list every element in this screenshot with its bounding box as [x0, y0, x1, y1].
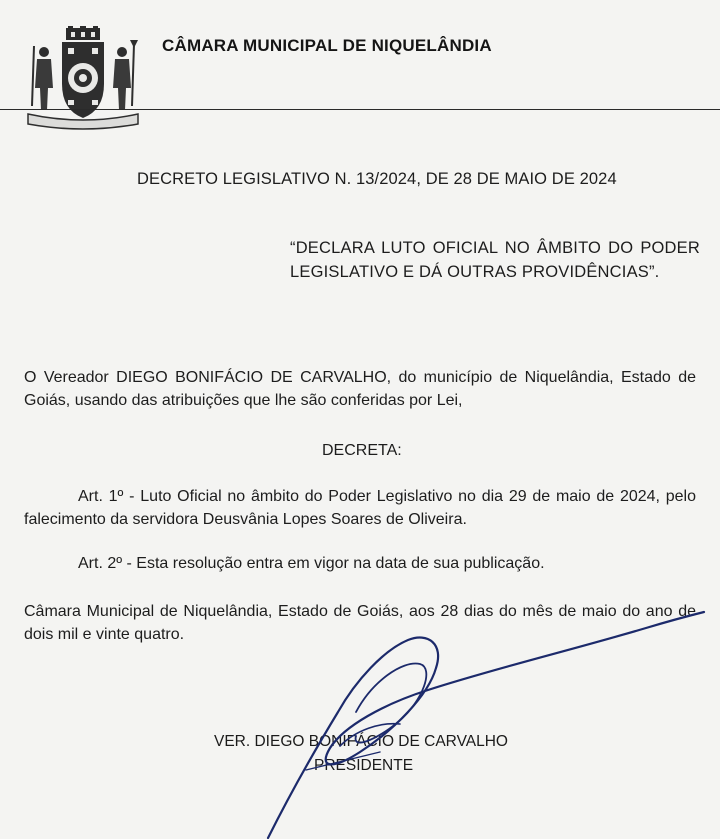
signatory-role: PRESIDENTE	[314, 757, 414, 774]
article-2	[78, 552, 698, 575]
decreta-heading: DECRETA:	[322, 442, 402, 459]
article-1-label: Art. 1º	[78, 488, 124, 505]
decree-intro	[24, 366, 696, 412]
article-1	[24, 485, 696, 531]
intro-prefix: O Vereador	[24, 369, 117, 386]
signatory-name: VER. DIEGO BONIFÁCIO DE CARVALHO	[214, 733, 508, 750]
closing-paragraph: Câmara Municipal de Niquelândia, Estado de Goiás, aos 28 dias do mês de maio do ano de dois mil e vinte quatro.	[24, 603, 696, 643]
article-2-label: Art. 2º	[78, 555, 123, 572]
intro-name: DIEGO BONIFÁCIO DE CARVALHO	[116, 369, 387, 386]
decree-ementa: “DECLARA LUTO OFICIAL NO ÂMBITO DO PODER LEGISLATIVO E DÁ OUTRAS PROVIDÊNCIAS”.	[290, 239, 700, 281]
intro-suffix: , do município de Niquelândia, Estado de Goiás, usando das atribuições que lhe são conferidas por Lei,	[24, 369, 696, 409]
article-1-text: - Luto Oficial no âmbito do Poder Legislativo no dia 29 de maio de 2024, pelo falecimento da servidora Deusvânia Lopes Soares de Oliveira.	[24, 488, 697, 528]
header-divider	[0, 109, 720, 110]
decree-title: DECRETO LEGISLATIVO N. 13/2024, DE 28 DE MAIO DE 2024	[137, 170, 617, 188]
organization-name: CÂMARA MUNICIPAL DE NIQUELÂNDIA	[162, 36, 492, 55]
municipal-crest-icon	[24, 26, 142, 130]
article-2-text: - Esta resolução entra em vigor na data de sua publicação.	[122, 555, 545, 572]
